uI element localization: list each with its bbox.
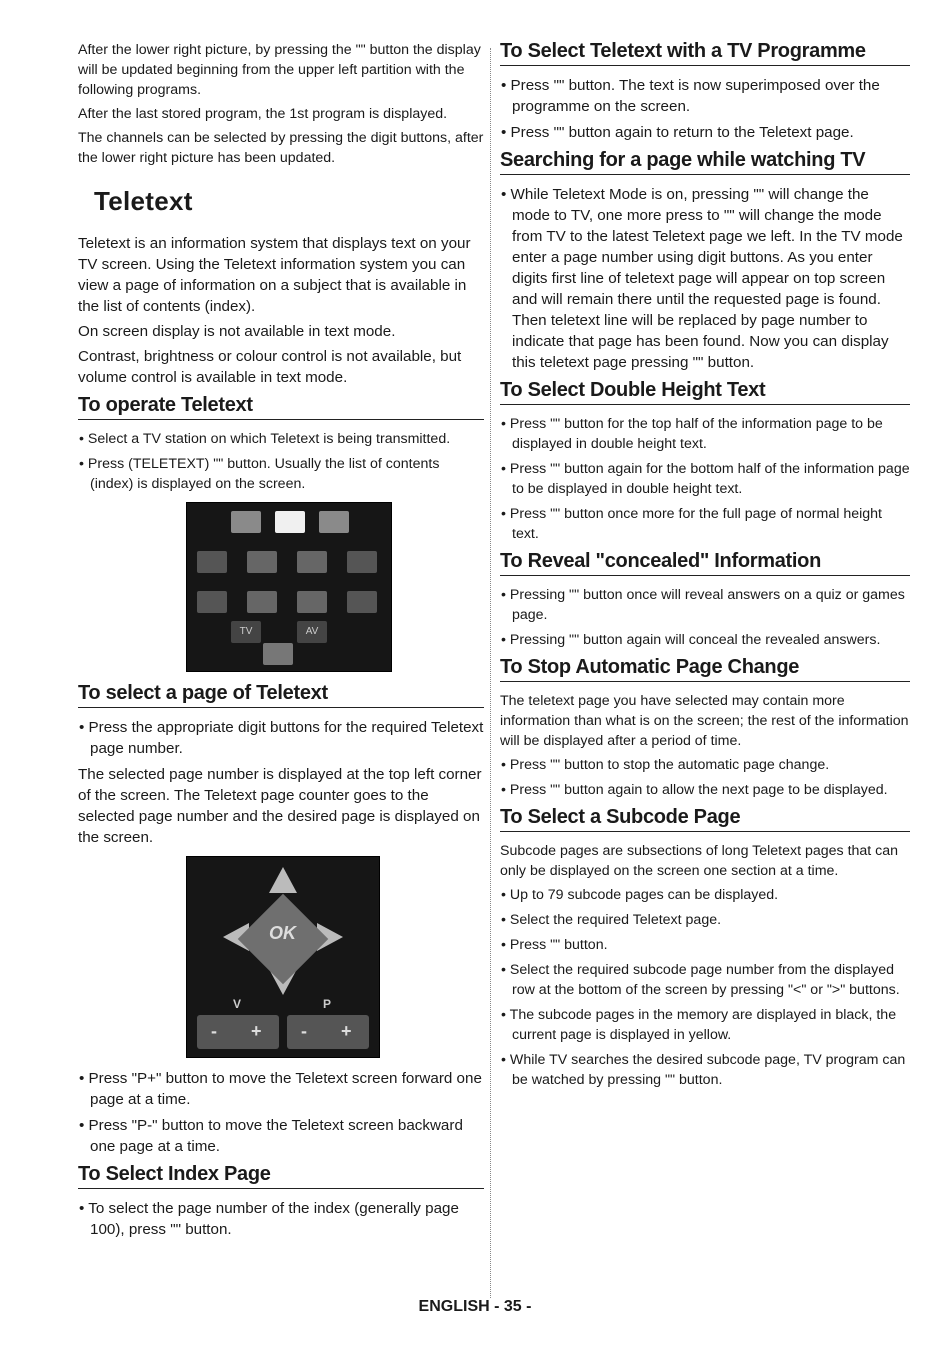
list-item: • Select the required subcode page number from the displayed row at the bottom of the screen by pressing "<" or ">" buttons.: [501, 962, 900, 998]
plus-label: +: [251, 1021, 262, 1041]
list-item: • Pressing "" button again will conceal the revealed answers.: [501, 632, 881, 648]
list-item: • Press "" button again for the bottom half of the information page to be displayed in double height text.: [501, 461, 910, 497]
search-page-heading: Searching for a page while watching TV: [500, 149, 910, 175]
right-column: [500, 40, 910, 1095]
remote-button: [297, 591, 327, 613]
programme-label: P: [323, 997, 332, 1011]
intro-paragraph: After the last stored program, the 1st program is displayed.: [78, 106, 448, 122]
list-item: • The subcode pages in the memory are displayed in black, the current page is displayed in yellow.: [501, 1007, 897, 1043]
subcode-paragraph: Subcode pages are subsections of long Teletext pages that can only be displayed on the screen one section at a time.: [500, 843, 899, 879]
volume-rocker: [197, 1015, 279, 1049]
list-item: • While TV searches the desired subcode page, TV program can be watched by pressing "" button.: [501, 1052, 906, 1088]
list-item: • Press "" button again to return to the Teletext page.: [501, 124, 854, 141]
list-item: • Press "" button again to allow the next page to be displayed.: [501, 782, 888, 798]
list-item: • Press "" button to stop the automatic page change.: [501, 757, 830, 773]
left-column: [78, 40, 484, 1245]
teletext-title: Teletext: [94, 186, 193, 216]
list-item: • Select a TV station on which Teletext is being transmitted.: [79, 431, 451, 447]
list-item: • Press "P-" button to move the Teletext screen backward one page at a time.: [79, 1117, 463, 1155]
list-item: • Press (TELETEXT) "" button. Usually the list of contents (index) is displayed on the screen.: [79, 456, 440, 492]
ok-label: OK: [269, 923, 296, 943]
page-footer: ENGLISH - 35 -: [418, 1298, 532, 1315]
av-button: AV: [297, 621, 327, 643]
teletext-paragraph: Teletext is an information system that displays text on your TV screen. Using the Teletext information system you can view a page of information on a subject that is available in the list of contents (index).: [78, 235, 471, 315]
tv-programme-heading: To Select Teletext with a TV Programme: [500, 40, 910, 66]
operate-teletext-heading: To operate Teletext: [78, 394, 484, 420]
list-item: • Select the required Teletext page.: [501, 912, 722, 928]
teletext-paragraph: Contrast, brightness or colour control is not available, but volume control is available in text mode.: [78, 348, 462, 386]
list-item: • Press "" button.: [501, 937, 608, 953]
remote-button: [347, 591, 377, 613]
list-item: • Press "P+" button to move the Teletext screen forward one page at a time.: [79, 1070, 482, 1108]
remote-button: [263, 643, 293, 665]
remote-button: [247, 551, 277, 573]
remote-navigation-image: [186, 856, 380, 1058]
select-page-paragraph: The selected page number is displayed at the top left corner of the screen. The Teletext page counter goes to the selected page number and the desired page is displayed on the screen.: [78, 766, 482, 846]
list-item: • Press the appropriate digit buttons for the required Teletext page number.: [79, 719, 484, 757]
list-item: • Up to 79 subcode pages can be displayed.: [501, 887, 779, 903]
reveal-heading: To Reveal "concealed" Information: [500, 550, 910, 576]
list-item: • While Teletext Mode is on, pressing "" will change the mode to TV, one more press to "" will change the mode from TV to the latest Teletext page we left. In the TV mode enter a page number using digit buttons. As you enter digits first line of teletext page will appear on top screen and will remain there until the requested page is found. Then teletext line will be replaced by page number to indicate that page has been found. Now you can display this teletext page pressing "" button.: [501, 186, 903, 371]
stop-page-change-heading: To Stop Automatic Page Change: [500, 656, 910, 682]
remote-button: [247, 591, 277, 613]
remote-button: [275, 511, 305, 533]
programme-rocker: [287, 1015, 369, 1049]
tv-button: TV: [231, 621, 261, 643]
stop-paragraph: The teletext page you have selected may contain more information than what is on the screen; the rest of the information will be displayed after a period of time.: [500, 693, 909, 749]
remote-button: [197, 551, 227, 573]
remote-button: [231, 511, 261, 533]
teletext-paragraph: On screen display is not available in text mode.: [78, 323, 396, 340]
minus-label: -: [301, 1021, 307, 1041]
list-item: • Press "" button for the top half of the information page to be displayed in double height text.: [501, 416, 883, 452]
list-item: • Press "" button once more for the full page of normal height text.: [501, 506, 882, 542]
arrow-up-icon: [269, 867, 297, 893]
select-page-heading: To select a page of Teletext: [78, 682, 484, 708]
remote-button: [319, 511, 349, 533]
remote-button: [297, 551, 327, 573]
list-item: • To select the page number of the index (generally page 100), press "" button.: [79, 1200, 459, 1238]
intro-paragraph: The channels can be selected by pressing the digit buttons, after the lower right picture has been updated.: [78, 130, 484, 166]
remote-buttons-image: [186, 502, 392, 672]
select-index-heading: To Select Index Page: [78, 1163, 484, 1189]
subcode-heading: To Select a Subcode Page: [500, 806, 910, 832]
intro-paragraph: After the lower right picture, by pressing the "" button the display will be updated beginning from the upper left partition with the following programs.: [78, 42, 481, 98]
list-item: • Pressing "" button once will reveal answers on a quiz or games page.: [501, 587, 905, 623]
remote-button: [347, 551, 377, 573]
volume-label: V: [233, 997, 242, 1011]
column-divider: [490, 48, 491, 1298]
double-height-heading: To Select Double Height Text: [500, 379, 910, 405]
plus-label: +: [341, 1021, 352, 1041]
remote-button: [197, 591, 227, 613]
minus-label: -: [211, 1021, 217, 1041]
list-item: • Press "" button. The text is now superimposed over the programme on the screen.: [501, 77, 880, 115]
